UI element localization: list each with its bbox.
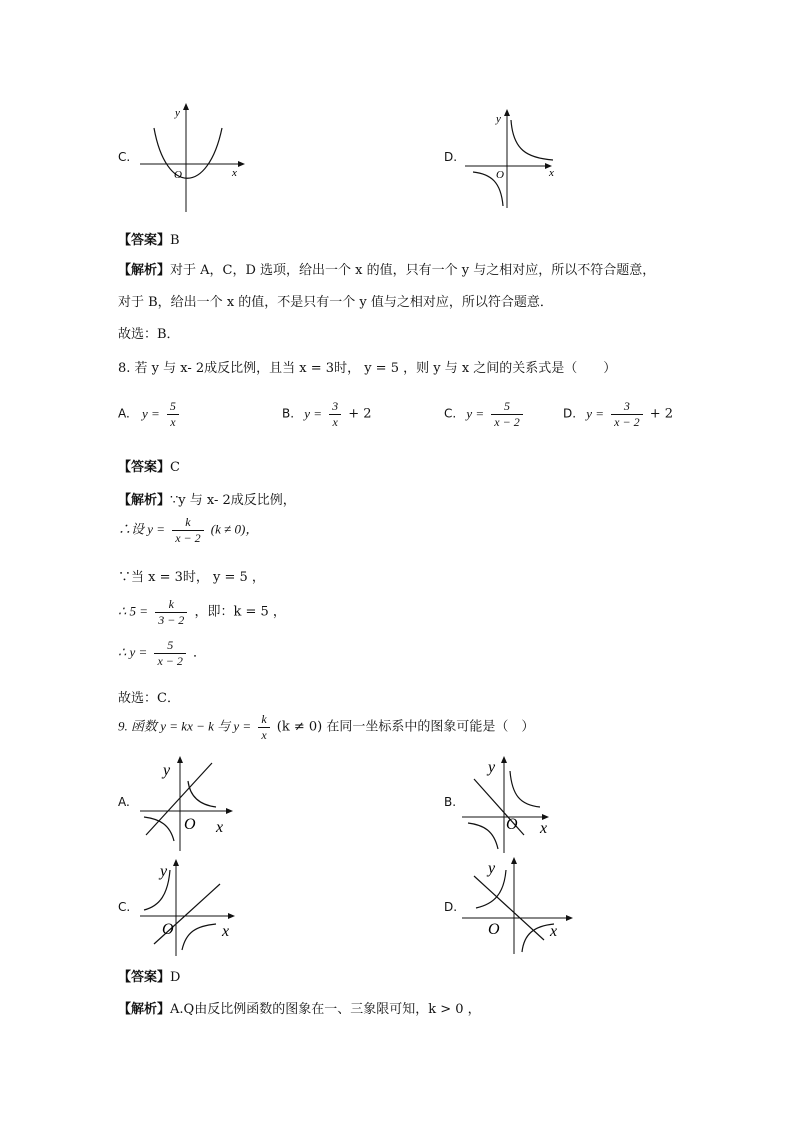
q8-answer-prefix: 【答案】: [118, 460, 171, 475]
q9-b-x-axis-label: x: [540, 820, 548, 837]
q9-a-x-axis-label: x: [216, 819, 224, 836]
q9-b-origin-label: O: [506, 816, 518, 833]
q8-option-d-num: 3: [611, 400, 642, 415]
q9-analysis-text1: A.Q由反比例函数的图象在一、三象限可知，k > 0 ，: [170, 1002, 481, 1017]
q8-option-c-lhs: y =: [466, 405, 485, 421]
q9-stem-pre: 9. 函数 y = kx − k 与 y =: [118, 718, 252, 734]
q7-graph-d: [465, 108, 565, 213]
q7-analysis-prefix: 【解析】: [118, 263, 171, 278]
q9-b-y-axis-label: y: [488, 759, 496, 776]
q8-option-a-label: A.: [118, 406, 130, 421]
q9-graph-b: [462, 755, 567, 855]
q8-answer-value: C: [170, 460, 180, 475]
q8-step4-den: 3 − 2: [158, 612, 185, 627]
q7-answer-value: B: [170, 233, 180, 248]
q9-graph-a: [140, 755, 245, 855]
q7-analysis-text1: 对于 A，C，D 选项，给出一个 x 的值，只有一个 y 与之相对应，所以不符合题意，: [170, 263, 656, 278]
q8-option-c: [444, 400, 526, 428]
q9-c-origin-label: O: [162, 921, 174, 938]
q9-option-c-label: C.: [118, 900, 131, 914]
q8-step5-den: x − 2: [157, 653, 183, 668]
q7-c-x-axis-label: x: [232, 167, 237, 179]
q9-stem-den: x: [261, 727, 267, 742]
q7-answer-prefix: 【答案】: [118, 233, 171, 248]
q9-analysis-prefix: 【解析】: [118, 1002, 171, 1017]
q8-option-a-num: 5: [167, 400, 179, 415]
q8-step5-post: ．: [193, 645, 207, 661]
q7-d-x-axis-label: x: [549, 167, 554, 179]
q7-answer: [118, 229, 180, 248]
q8-option-c-den: x − 2: [494, 414, 520, 429]
q9-c-x-axis-label: x: [222, 923, 230, 940]
q8-step5-pre: ∴ y =: [118, 644, 148, 660]
q9-graph-c: [140, 858, 245, 958]
q8-option-c-num: 5: [491, 400, 522, 415]
q8-conclusion: 故选：C．: [118, 691, 180, 706]
q9-option-b-label: B.: [444, 795, 457, 809]
q8-option-b-num: 3: [329, 400, 341, 415]
q8-analysis-step3: ∵当 x = 3时， y = 5 ，: [118, 570, 265, 585]
q8-analysis-step4: [118, 598, 286, 626]
q9-c-y-axis-label: y: [160, 863, 168, 880]
q8-step1-text: ∵y 与 x- 2成反比例，: [170, 493, 296, 508]
q8-analysis-step5: [118, 639, 206, 667]
q8-option-b-lhs: y =: [304, 405, 322, 421]
q9-d-y-axis-label: y: [488, 860, 496, 877]
q9-stem-post: (k ≠ 0) 在同一坐标系中的图象可能是（ ）: [276, 719, 535, 735]
q8-step2-post: (k ≠ 0)，: [210, 521, 259, 537]
q9-a-y-axis-label: y: [163, 762, 171, 779]
q8-option-b-label: B.: [282, 406, 295, 421]
q9-answer: [118, 966, 180, 985]
q8-option-a-lhs: y =: [141, 405, 160, 421]
q8-step5-num: 5: [154, 639, 185, 654]
q8-step4-num: k: [155, 598, 187, 613]
q8-option-a-den: x: [170, 414, 176, 429]
q9-d-origin-label: O: [488, 921, 500, 938]
q7-option-c-label: C.: [118, 150, 131, 164]
q7-d-origin-label: O: [496, 169, 504, 181]
q8-option-d-den: x − 2: [614, 414, 640, 429]
q8-analysis-prefix: 【解析】: [118, 493, 171, 508]
q8-option-a: [118, 400, 182, 428]
q8-option-d-lhs: y =: [586, 405, 604, 421]
q9-answer-prefix: 【答案】: [118, 970, 171, 985]
q9-option-a-label: A.: [118, 795, 130, 809]
q8-step2-num: k: [172, 516, 203, 531]
q7-option-d-label: D.: [444, 150, 458, 164]
q8-option-d-label: D.: [563, 406, 577, 421]
q8-step2-pre: ∴设 y =: [118, 521, 166, 537]
q9-graph-d: [462, 856, 567, 956]
q8-option-b-tail: + 2: [348, 406, 372, 422]
q8-answer: [118, 456, 180, 475]
q8-option-d-tail: + 2: [649, 406, 674, 422]
q7-c-origin-label: O: [174, 169, 182, 181]
q9-option-d-label: D.: [444, 900, 458, 914]
q7-analysis-line1: [118, 259, 655, 278]
q9-stem: [118, 713, 534, 741]
q8-analysis-step2: [118, 516, 258, 544]
q8-step4-post: ，即：k = 5 ，: [194, 604, 286, 620]
q7-analysis-line2: 对于 B，给出一个 x 的值，不是只有一个 y 值与之相对应，所以符合题意．: [118, 295, 553, 310]
q8-step2-den: x − 2: [175, 530, 201, 545]
q7-c-y-axis-label: y: [175, 107, 180, 119]
q9-stem-num: k: [258, 713, 269, 728]
q9-answer-value: D: [170, 970, 181, 985]
q8-option-c-label: C.: [444, 406, 457, 421]
q8-option-d: [563, 400, 673, 428]
q7-graph-c: [140, 100, 250, 215]
q8-option-b: [282, 400, 372, 428]
q8-stem: 8. 若 y 与 x- 2成反比例，且当 x = 3时， y = 5 ，则 y 与 x 之间的关系式是（ ）: [118, 361, 617, 376]
q7-conclusion: 故选：B．: [118, 327, 180, 342]
q8-step4-pre: ∴ 5 =: [118, 603, 149, 619]
q8-option-b-den: x: [332, 414, 338, 429]
q8-analysis-step1: [118, 489, 296, 508]
q7-d-y-axis-label: y: [496, 113, 501, 125]
q9-analysis-line1: [118, 998, 481, 1017]
q9-a-origin-label: O: [184, 816, 196, 833]
q9-d-x-axis-label: x: [550, 923, 558, 940]
